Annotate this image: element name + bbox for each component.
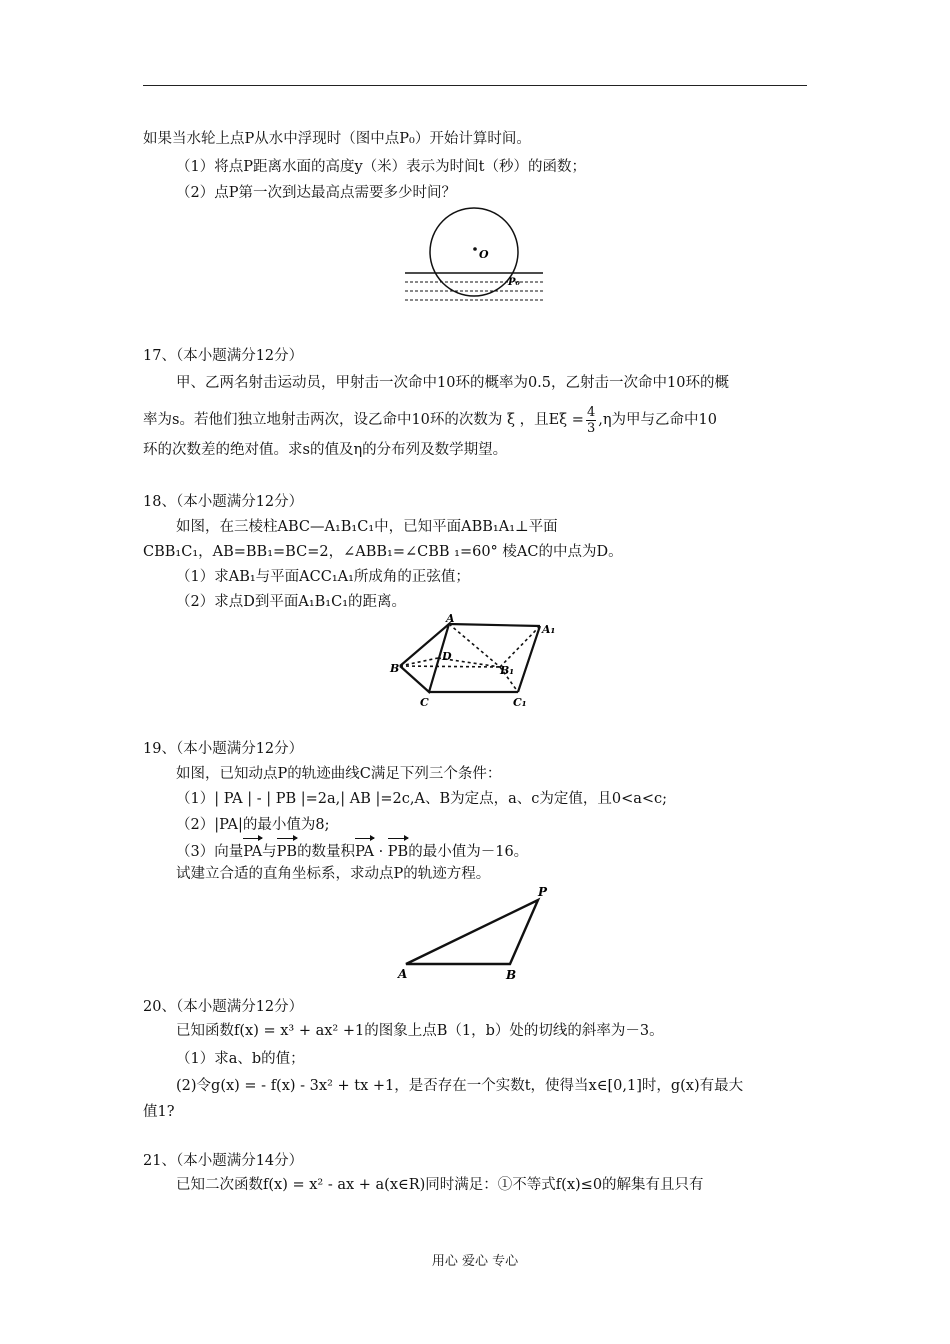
intro-line: 如果当水轮上点P从水中浮现时（图中点P₀）开始计算时间。: [143, 131, 531, 147]
intro-question-2: （2）点P第一次到达最高点需要多少时间？: [176, 185, 456, 201]
label-A: A: [398, 967, 408, 981]
label-B1: B₁: [500, 664, 515, 677]
edge-B-B1: [400, 666, 500, 667]
label-D: D: [442, 650, 452, 663]
wheel-center-dot: [473, 247, 477, 251]
header-rule: [143, 85, 807, 86]
vector-PA: PA: [243, 836, 262, 862]
p17-line2-text-a: 率为s。若他们独立地射击两次，设乙命中10环的次数为 ξ ，且Eξ =: [143, 412, 584, 428]
p17-line2-text-b: ,η为甲与乙命中10: [598, 412, 717, 428]
p17-line3: 环的次数差的绝对值。求s的值及η的分布列及数学期望。: [143, 442, 508, 458]
page-footer: 用心 爱心 专心: [431, 1254, 519, 1269]
label-B: B: [390, 662, 400, 675]
vector-PB: PB: [277, 836, 297, 862]
p19-c3-text-b: 与: [262, 844, 277, 860]
p19-line-last: 试建立合适的直角坐标系，求动点P的轨迹方程。: [176, 866, 491, 882]
triangle-APB: [406, 900, 538, 964]
water-wheel-figure: [400, 205, 550, 310]
p18-question-2: （2）求点D到平面A₁B₁C₁的距离。: [176, 594, 407, 610]
p19-condition-3: [176, 836, 528, 862]
p20-question-2: (2)令g(x) = - f(x) - 3x² + tx +1，是否存在一个实数t，使得当x∈[0,1]时，g(x)有最大: [176, 1078, 744, 1094]
p20-question-2-end: 值1?: [143, 1104, 175, 1120]
p18-line2: CBB₁C₁，AB=BB₁=BC=2，∠ABB₁=∠CBB ₁=60° 棱AC的中点为D。: [143, 544, 623, 560]
p17-line2: [143, 403, 717, 437]
label-A1: A₁: [542, 623, 556, 636]
edge-A1-C1: [518, 626, 540, 692]
p17-frac-denominator: 3: [586, 420, 596, 436]
p19-condition-1: （1）| PA | - | PB |=2a,| AB |=2c,A、B为定点，a、c为定值，且0<a<c;: [176, 791, 668, 807]
p19-header: 19、（本小题满分12分）: [143, 741, 304, 757]
wheel-point-label: P₀: [508, 277, 520, 288]
intro-question-1: （1）将点P距离水面的高度y（米）表示为时间t（秒）的函数；: [176, 159, 586, 175]
p19-c3-text-e: 的最小值为－16。: [408, 844, 529, 860]
p17-header: 17、（本小题满分12分）: [143, 348, 304, 364]
vector-PB-2: PB: [388, 836, 408, 862]
p19-c3-text-c: 的数量积: [297, 844, 356, 860]
label-C: C: [420, 696, 429, 709]
p17-line1: 甲、乙两名射击运动员，甲射击一次命中10环的概率为0.5，乙射击一次命中10环的概: [176, 375, 729, 391]
p18-header: 18、（本小题满分12分）: [143, 494, 304, 510]
label-A: A: [446, 612, 455, 625]
label-B: B: [506, 968, 517, 982]
p17-fraction: [586, 405, 596, 436]
wheel-circle: [430, 208, 518, 296]
p20-question-1: （1）求a、b的值；: [176, 1051, 305, 1067]
p18-line1: 如图，在三棱柱ABC—A₁B₁C₁中，已知平面ABB₁A₁⊥平面: [176, 519, 558, 535]
wheel-center-label: O: [479, 248, 489, 261]
p20-header: 20、（本小题满分12分）: [143, 999, 304, 1015]
p21-line1: 已知二次函数f(x) = x² - ax + a(x∈R)同时满足：①不等式f(x)≤0的解集有且只有: [176, 1177, 704, 1193]
vector-PA-2: PA: [355, 836, 374, 862]
p19-condition-2: （2）|PA|的最小值为8;: [176, 817, 330, 833]
p19-line1: 如图，已知动点P的轨迹曲线C满足下列三个条件：: [176, 766, 502, 782]
prism-figure: [388, 612, 568, 712]
p18-question-1: （1）求AB₁与平面ACC₁A₁所成角的正弦值；: [176, 569, 470, 585]
edge-A-A1: [449, 624, 540, 626]
p20-line1: 已知函数f(x) = x³ + ax² +1的图象上点B（1，b）处的切线的斜率为－3。: [176, 1023, 664, 1039]
p17-frac-numerator: 4: [586, 404, 596, 420]
p21-header: 21、（本小题满分14分）: [143, 1153, 304, 1169]
p19-c3-dot: ·: [373, 844, 388, 860]
label-P: P: [538, 885, 548, 899]
triangle-figure: [392, 882, 562, 982]
label-C1: C₁: [513, 696, 527, 709]
p19-c3-text-a: （3）向量: [176, 844, 244, 860]
